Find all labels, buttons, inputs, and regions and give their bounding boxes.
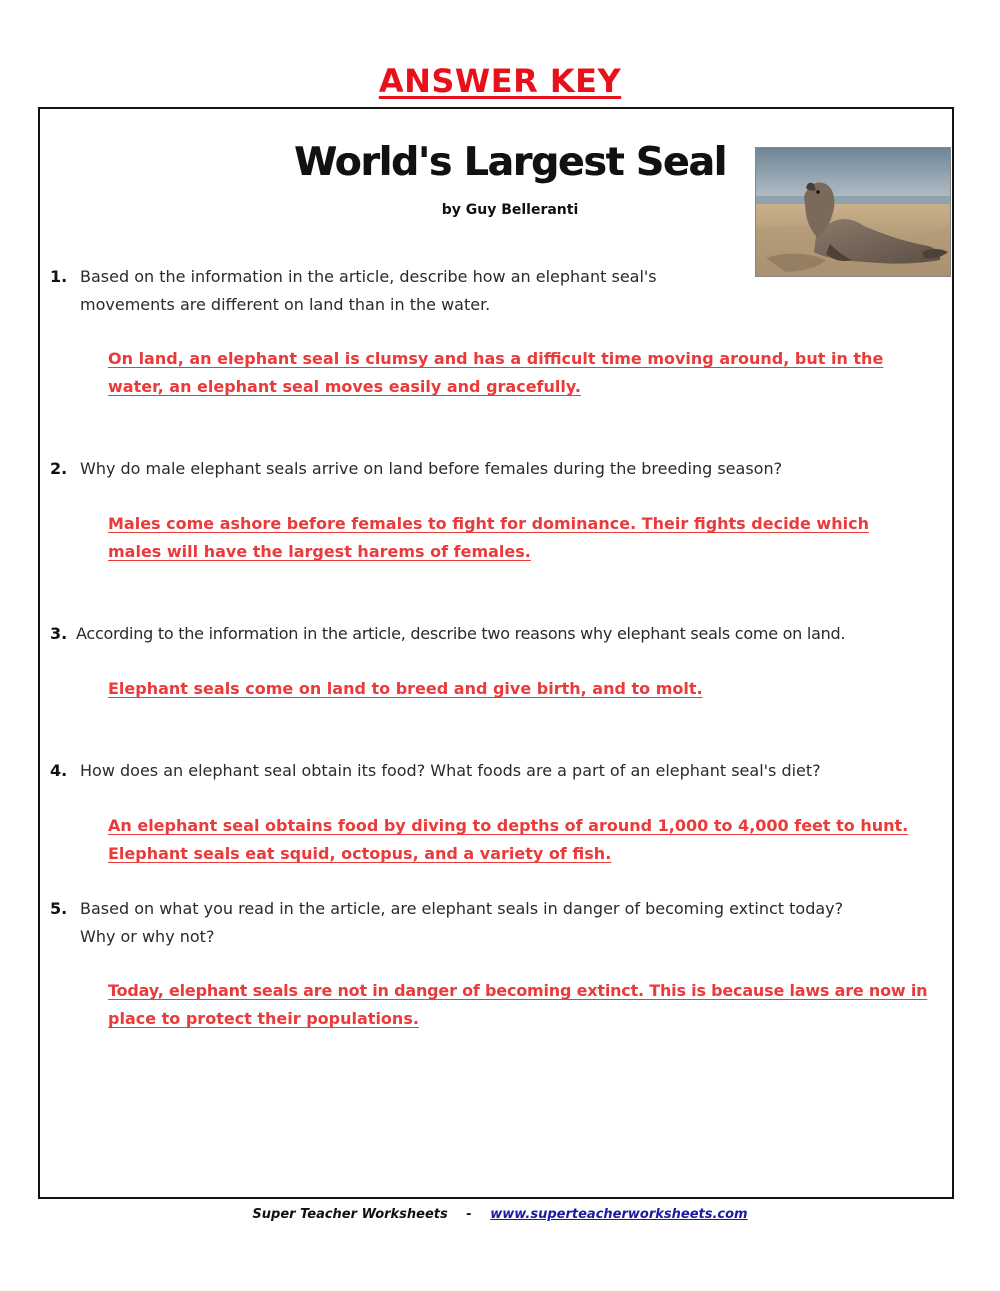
question-5 bbox=[50, 895, 950, 951]
question-number: 2. bbox=[50, 459, 68, 478]
question-line: Based on the information in the article, describe how an elephant seal's bbox=[80, 267, 657, 286]
question-3 bbox=[50, 620, 950, 648]
answer-line: An elephant seal obtains food by diving to depths of around 1,000 to 4,000 feet to hunt. bbox=[108, 816, 909, 835]
question-line: How does an elephant seal obtain its food? What foods are a part of an elephant seal's diet? bbox=[80, 761, 821, 780]
answer-line: males will have the largest harems of females. bbox=[108, 542, 531, 561]
answer-line: Elephant seals eat squid, octopus, and a variety of fish. bbox=[108, 844, 612, 863]
worksheet-byline: by Guy Belleranti bbox=[441, 202, 579, 218]
question-2 bbox=[50, 455, 950, 483]
question-number: 3. bbox=[50, 624, 68, 643]
answer-line: Today, elephant seals are not in danger of becoming extinct. This is because laws are now in bbox=[108, 981, 928, 1000]
question-line: movements are different on land than in the water. bbox=[80, 295, 491, 314]
answer-3 bbox=[108, 675, 928, 703]
question-line: According to the information in the article, describe two reasons why elephant seals come on land. bbox=[76, 624, 846, 643]
elephant-seal-photo-graphic bbox=[756, 148, 951, 277]
question-line: Why or why not? bbox=[80, 927, 215, 946]
answer-line: Males come ashore before females to fight for dominance. Their fights decide which bbox=[108, 514, 869, 533]
footer-website-link[interactable]: www.superteacherworksheets.com bbox=[490, 1207, 748, 1222]
answer-key-heading: ANSWER KEY bbox=[378, 62, 622, 100]
answer-line: Elephant seals come on land to breed and give birth, and to molt. bbox=[108, 679, 703, 698]
answer-2 bbox=[108, 510, 928, 566]
question-4 bbox=[50, 757, 950, 785]
question-number: 5. bbox=[50, 899, 68, 918]
question-number: 4. bbox=[50, 761, 68, 780]
question-line: Why do male elephant seals arrive on land before females during the breeding season? bbox=[80, 459, 783, 478]
answer-4 bbox=[108, 812, 948, 868]
answer-line: water, an elephant seal moves easily and gracefully. bbox=[108, 377, 581, 396]
elephant-seal-photo bbox=[755, 147, 951, 277]
worksheet-title: World's Largest Seal bbox=[293, 140, 727, 185]
footer-brand: Super Teacher Worksheets bbox=[252, 1207, 448, 1222]
question-1 bbox=[50, 263, 730, 319]
answer-1 bbox=[108, 345, 928, 401]
answer-5 bbox=[108, 977, 948, 1033]
footer-separator: - bbox=[466, 1207, 472, 1222]
question-number: 1. bbox=[50, 267, 68, 286]
answer-line: On land, an elephant seal is clumsy and has a difficult time moving around, but in the bbox=[108, 349, 884, 368]
page-footer bbox=[0, 1207, 1000, 1222]
question-line: Based on what you read in the article, are elephant seals in danger of becoming extinct today? bbox=[80, 899, 844, 918]
answer-line: place to protect their populations. bbox=[108, 1009, 419, 1028]
